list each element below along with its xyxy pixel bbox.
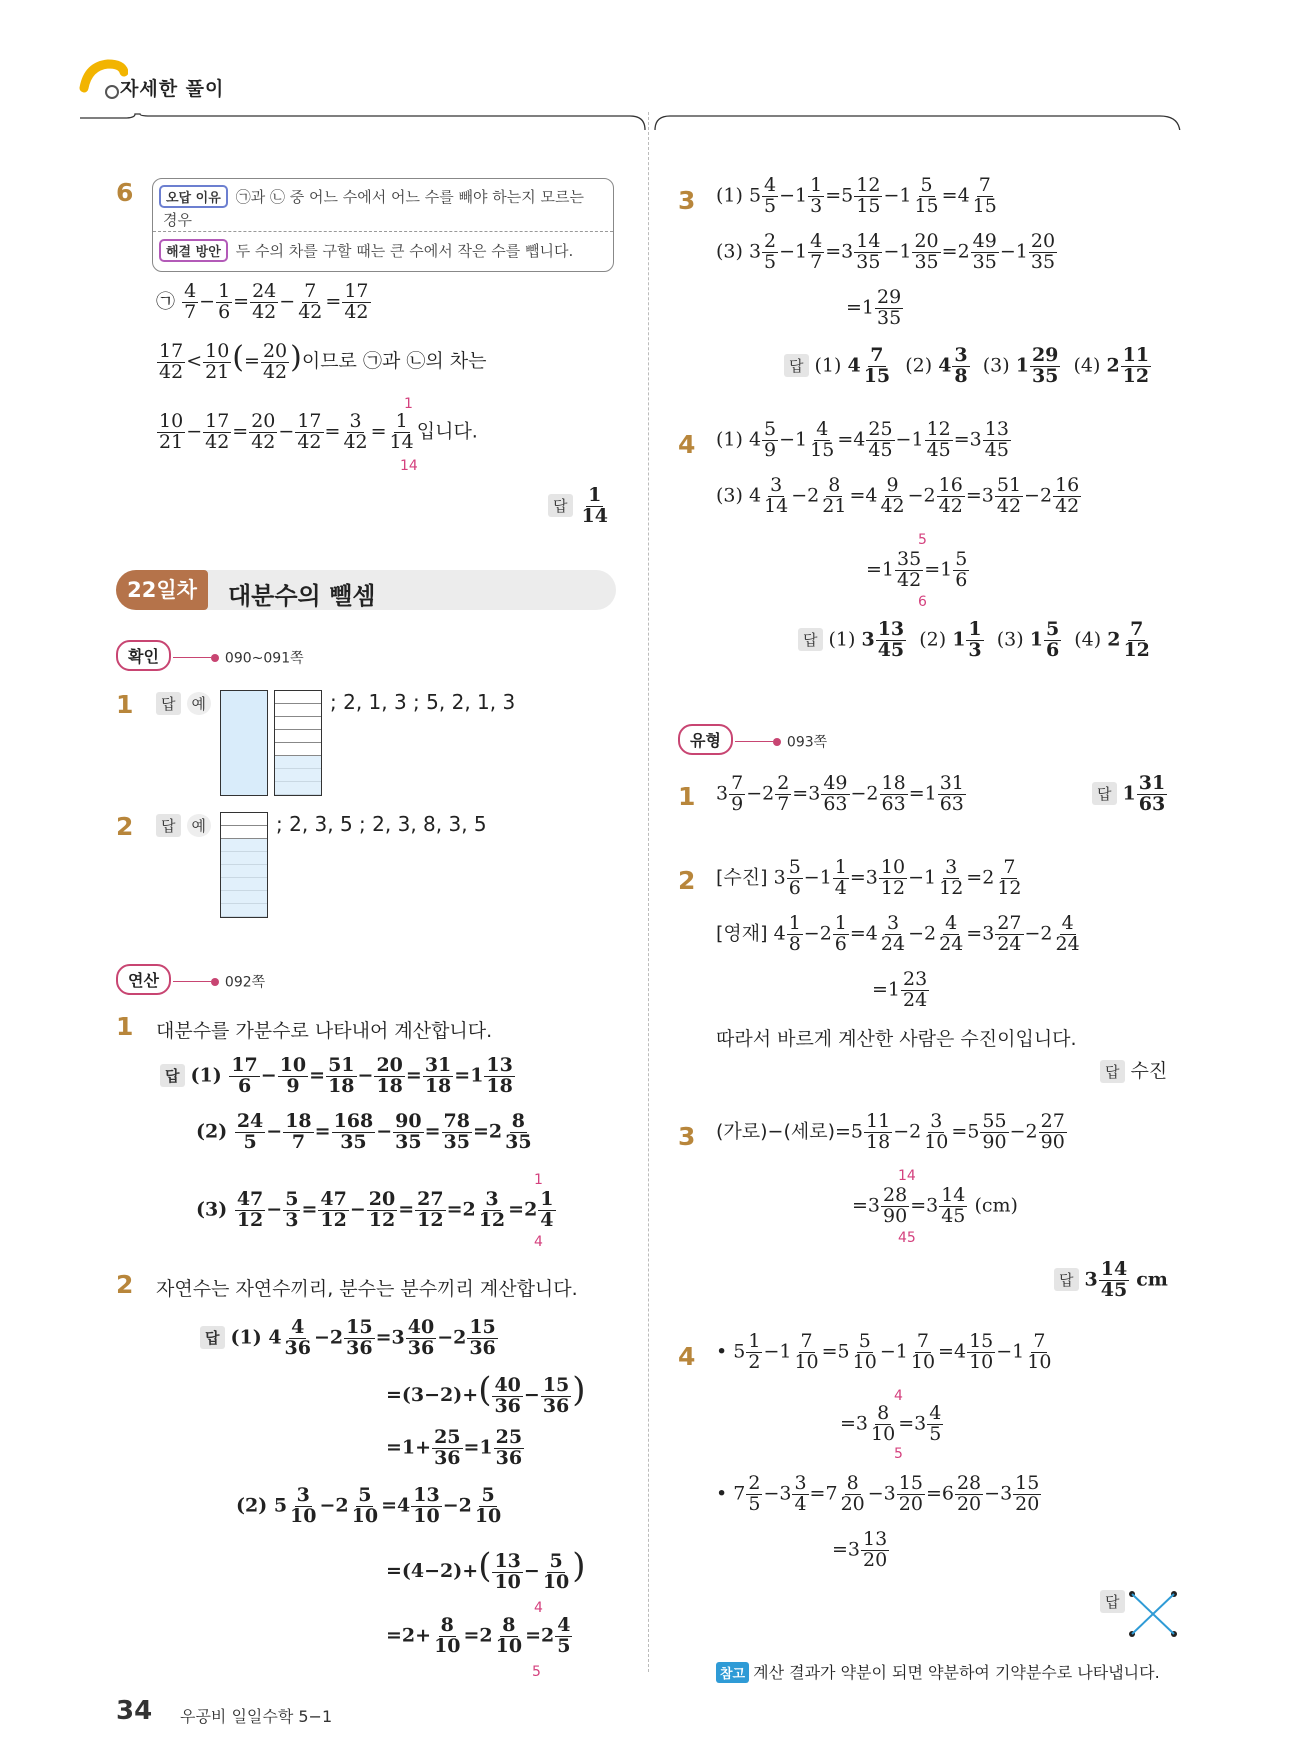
p6-line-2: $\frac{17}{42}$ < $\frac{10}{21}$ (= $\frac{20}{42}$ )이므로 ㉠과 ㉡의 차는: [159, 339, 487, 383]
r4-answers: 답 (1) 3 $\frac{13}{45}$ (2) 1 $\frac{1}{3}$ (3) 1 $\frac{5}{6}$ (4) 2 $\frac{7}{12}$: [798, 620, 1153, 661]
calc-q1-text: 대분수를 가분수로 나타내어 계산합니다.: [156, 1020, 493, 1042]
book-title: 우공비 일일수학 5−1: [180, 1707, 333, 1726]
type-q2-conclusion: 따라서 바르게 계산한 사람은 수진이입니다.: [716, 1028, 1077, 1050]
check-tag-row: [116, 640, 304, 671]
student-yeongjae: [영재]: [716, 922, 768, 945]
note-text: 계산 결과가 약분이 되면 약분하여 기약분수로 나타냅니다.: [753, 1663, 1160, 1682]
calc-q2-1b: =(3−2)+( $\frac{40}{36}$ − $\frac{15}{36}$ ): [386, 1370, 586, 1417]
type-page: 093쪽: [786, 734, 828, 751]
student-sujin: [수진]: [716, 866, 768, 889]
p6-text-2: 이므로 ㉠과 ㉡의 차는: [301, 350, 487, 372]
type-q2-line-1: [수진] 3 $\frac{5}{6}$ −1 $\frac{1}{4}$ =3 $\frac{10}{12}$ −1 $\frac{3}{12}$ =2 $\frac{7}{12}$: [716, 856, 1022, 899]
type-q1: 3 $\frac{7}{9}$ −2 $\frac{2}{7}$ =3 $\frac{49}{63}$ −2 $\frac{18}{63}$ =1 $\frac{31}{63}$: [716, 772, 964, 815]
mark-giyeok: ㉠: [156, 290, 176, 313]
calc-tag: 연산: [116, 964, 171, 995]
header-title: 자세한 풀이: [120, 78, 225, 100]
type-q4-answer: 답: [1100, 1590, 1131, 1613]
type-q3-label: (가로)−(세로)=: [716, 1120, 851, 1143]
check-page: 090~091쪽: [224, 650, 304, 667]
type-q4-line-4: =3 $\frac{13}{20}$: [832, 1528, 888, 1571]
check-q2-number: 2: [116, 812, 134, 841]
unit-cm-2: cm: [1136, 1268, 1168, 1291]
problem-number: 6: [116, 178, 134, 207]
reason-text-2: 경우: [163, 211, 192, 229]
section-day: 22일차: [116, 570, 208, 610]
r4-line-2: (3) 4 $\frac{3}{14}$ −2 $\frac{8}{21}$ =4 $\frac{9}{42}$ −2 $\frac{16}{42}$ =3 $\frac{51}{42}$ −2 $\frac{16}{42}$: [716, 474, 1080, 517]
cross-lines-answer: [1128, 1586, 1178, 1642]
type-q2-answer-value: 수진: [1130, 1060, 1168, 1082]
fraction-model-2: [274, 690, 322, 796]
type-q3-line-1: (가로)−(세로)=5 $\frac{11}{18}$ −2 $\frac{3}{10}$ =5 $\frac{55}{90}$ −2 $\frac{27}{90}$: [716, 1110, 1065, 1153]
fraction-model-3: [220, 812, 268, 918]
solution-text: 두 수의 차를 구할 때는 큰 수에서 작은 수를 뺍니다.: [235, 242, 574, 260]
check-q2-answer: ; 2, 3, 5 ; 2, 3, 8, 3, 5: [276, 812, 487, 836]
p6-text-3: 입니다.: [416, 420, 478, 443]
p6-answer: 답 $\frac{1}{14}$: [548, 486, 611, 527]
r3-answers: 답 (1) 4 $\frac{7}{15}$ (2) 4 $\frac{3}{8}$ (3) 1 $\frac{29}{35}$ (4) 2 $\frac{11}{12}$: [784, 346, 1152, 387]
wrong-answer-note: [152, 178, 614, 272]
example-badge-2: 예: [187, 814, 212, 837]
check-q1-number: 1: [116, 690, 134, 719]
column-divider: [648, 112, 649, 1672]
type-tag: 유형: [678, 724, 733, 755]
section-title: 대분수의 뺄셈: [228, 582, 376, 610]
note-label: 참고: [716, 1662, 749, 1683]
r4-line-3: =1 $\frac{35}{42}$ =1 $\frac{5}{6}$: [866, 548, 968, 591]
problem-number-3: 3: [678, 186, 696, 215]
reason-label: 오답 이유: [159, 185, 228, 208]
solution-label: 해결 방안: [159, 239, 228, 262]
calc-q1-3: (3) $\frac{47}{12}$ − $\frac{5}{3}$ = $\frac{47}{12}$ − $\frac{20}{12}$ = $\frac{27}{12}$ =2 $\frac{3}{12}$ =2 $\frac{1}{4}$: [196, 1188, 554, 1231]
calc-q2-2b: =(4−2)+( $\frac{13}{10}$ − $\frac{5}{10}$ ): [386, 1546, 586, 1593]
check-tag: 확인: [116, 640, 171, 671]
type-q2-line-3: =1 $\frac{23}{24}$: [872, 968, 928, 1011]
type-q3-answer: 답 3 $\frac{14}{45}$ cm: [1054, 1260, 1168, 1301]
calc-q1-number: 1: [116, 1012, 134, 1041]
note-row: [716, 1660, 1160, 1683]
calc-q1-2: (2) $\frac{24}{5}$ − $\frac{18}{7}$ = $\frac{168}{35}$ − $\frac{90}{35}$ = $\frac{78}{35}$ =2 $\frac{8}{35}$: [196, 1110, 532, 1153]
header-rule: [0, 100, 1200, 130]
type-tag-row: [678, 724, 827, 755]
type-q3-line-2: =3 $\frac{28}{90}$ =3 $\frac{14}{45}$ (cm): [852, 1184, 1018, 1227]
calc-q1-1: 답 (1) $\frac{17}{6}$ − $\frac{10}{9}$ = $\frac{51}{18}$ − $\frac{20}{18}$ = $\frac{31}{18}$ =1 $\frac{13}{18}$: [160, 1056, 516, 1097]
calc-q2-number: 2: [116, 1270, 134, 1299]
calc-page: 092쪽: [224, 974, 266, 991]
answer-label: 답: [548, 494, 573, 517]
example-badge: 예: [187, 692, 212, 715]
type-q2-line-2: [영재] 4 $\frac{1}{8}$ −2 $\frac{1}{6}$ =4 $\frac{3}{24}$ −2 $\frac{4}{24}$ =3 $\frac{27}{24}$ −2 $\frac{4}{24}$: [716, 912, 1080, 955]
r3-line-3: =1 $\frac{29}{35}$: [846, 286, 902, 329]
calc-q2-1c: =1+ $\frac{25}{36}$ =1 $\frac{25}{36}$: [386, 1426, 523, 1469]
page-number: 34: [116, 1696, 153, 1726]
p6-line-1: ㉠ $\frac{4}{7}$ − $\frac{1}{6}$ = $\frac{24}{42}$ − $\frac{7}{42}$ = $\frac{17}{42}$: [156, 280, 369, 323]
type-q4-line-1: • 5 $\frac{1}{2}$ −1 $\frac{7}{10}$ =5 $\frac{5}{10}$ −1 $\frac{7}{10}$ =4 $\frac{15}{10}$ −1 $\frac{7}{10}$: [716, 1330, 1052, 1373]
type-q4-line-2: =3 $\frac{8}{10}$ =3 $\frac{4}{5}$: [840, 1402, 942, 1445]
fraction-model-1: [220, 690, 268, 796]
calc-q2-text: 자연수는 자연수끼리, 분수는 분수끼리 계산합니다.: [156, 1278, 578, 1300]
r3-line-2: (3) 3 $\frac{2}{5}$ −1 $\frac{4}{7}$ =3 $\frac{14}{35}$ −1 $\frac{20}{35}$ =2 $\frac{49}{35}$ −1 $\frac{20}{35}$: [716, 230, 1056, 273]
check-q1-answer: ; 2, 1, 3 ; 5, 2, 1, 3: [330, 690, 516, 714]
calc-q2-1a: 답 (1) 4 $\frac{4}{36}$ −2 $\frac{15}{36}$ =3 $\frac{40}{36}$ −2 $\frac{15}{36}$: [200, 1318, 499, 1359]
type-q2-answer: 답 수진: [1100, 1056, 1167, 1083]
calc-tag-row: [116, 964, 265, 995]
p6-line-3: $\frac{10}{21}$ − $\frac{17}{42}$ = $\frac{20}{42}$ − $\frac{17}{42}$ = $\frac{3}{42}$ = $\frac{1}{14}$ 입니다.: [159, 410, 478, 453]
r4-line-1: (1) 4 $\frac{5}{9}$ −1 $\frac{4}{15}$ =4 $\frac{25}{45}$ −1 $\frac{12}{45}$ =3 $\frac{13}{45}$: [716, 418, 1009, 461]
r3-line-1: (1) 5 $\frac{4}{5}$ −1 $\frac{1}{3}$ =5 $\frac{12}{15}$ −1 $\frac{5}{15}$ =4 $\frac{7}{15}$: [716, 174, 997, 217]
reason-text: ㉠과 ㉡ 중 어느 수에서 어느 수를 빼야 하는지 모르는: [235, 188, 584, 206]
type-q1-answer: 답 1 $\frac{31}{63}$: [1092, 774, 1168, 815]
unit-cm: (cm): [974, 1194, 1018, 1217]
type-q4-line-3: • 7 $\frac{2}{5}$ −3 $\frac{3}{4}$ =7 $\frac{8}{20}$ −3 $\frac{15}{20}$ =6 $\frac{28}{20}$ −3 $\frac{15}{20}$: [716, 1472, 1040, 1515]
calc-q2-2a: (2) 5 $\frac{3}{10}$ −2 $\frac{5}{10}$ =4 $\frac{13}{10}$ −2 $\frac{5}{10}$: [236, 1484, 502, 1527]
problem-number-4: 4: [678, 430, 696, 459]
calc-q2-2c: =2+ $\frac{8}{10}$ =2 $\frac{8}{10}$ =2 $\frac{4}{5}$: [386, 1614, 571, 1657]
